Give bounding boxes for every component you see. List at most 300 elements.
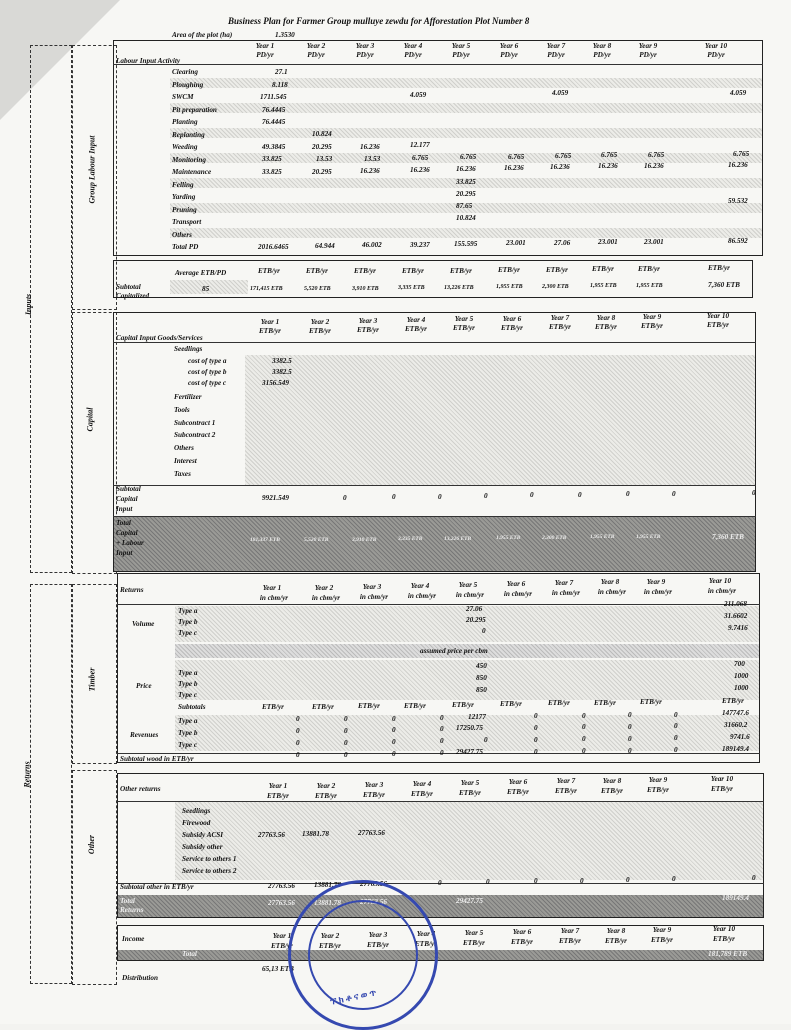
cell-value: 0 bbox=[534, 736, 538, 744]
cell-value: 0 bbox=[440, 725, 444, 733]
cell-value: 16.236 bbox=[550, 163, 570, 171]
row-label: Type c bbox=[178, 741, 198, 749]
cell-value: 181,789 ETB bbox=[708, 950, 748, 958]
distribution-label: Distribution bbox=[122, 974, 158, 982]
cell-value: 9.7416 bbox=[728, 624, 748, 632]
cell-value: 12177 bbox=[468, 713, 486, 721]
cell-value: 27.06 bbox=[554, 239, 571, 247]
other-group-box bbox=[72, 770, 117, 985]
unit-label: ETB/yr bbox=[309, 327, 331, 335]
area-label: Area of the plot (ha) bbox=[172, 31, 233, 39]
unit-label: in cbm/yr bbox=[643, 588, 673, 596]
subtotals-label: Subtotals bbox=[178, 703, 206, 711]
row-label: Subcontract 2 bbox=[174, 431, 216, 439]
unit-label: ETB/yr bbox=[271, 942, 293, 950]
unit-label: ETB/yr bbox=[306, 267, 328, 275]
cell-value: 16.236 bbox=[598, 162, 618, 170]
cell-value: 6.765 bbox=[555, 152, 572, 160]
unit-label: ETB/yr bbox=[640, 698, 662, 706]
year-header: Year 3 bbox=[362, 583, 382, 591]
year-header: Year 10 bbox=[708, 577, 732, 585]
cell-value: 0 bbox=[628, 711, 632, 719]
row-label: Subsidy other bbox=[182, 843, 223, 851]
year-header: Year 9 bbox=[652, 926, 672, 934]
cell-value: 6.765 bbox=[460, 153, 477, 161]
year-header: Year 10 bbox=[710, 775, 734, 783]
year-header: Year 2 bbox=[306, 42, 326, 50]
unit-label: ETB/yr bbox=[262, 703, 284, 711]
cell-value: 64.944 bbox=[315, 242, 335, 250]
cell-value: 46.002 bbox=[362, 241, 382, 249]
year-header: Year 6 bbox=[508, 778, 528, 786]
cell-value: 0 bbox=[392, 493, 396, 501]
cell-value: 1000 bbox=[734, 672, 749, 680]
cell-value: 0 bbox=[344, 727, 348, 735]
cell-value: 0 bbox=[296, 739, 300, 747]
subtotal-label: Input bbox=[116, 505, 133, 513]
year-header: Year 3 bbox=[368, 931, 388, 939]
year-header: Year 6 bbox=[499, 42, 519, 50]
revenues-label: Revenues bbox=[130, 731, 159, 739]
cell-value: 33.825 bbox=[262, 155, 282, 163]
year-header: Year 7 bbox=[560, 927, 580, 935]
cell-value: 211.068 bbox=[724, 600, 747, 608]
subtotal-label: Subtotal bbox=[116, 485, 141, 493]
cell-value: 0 bbox=[296, 751, 300, 759]
year-header: Year 8 bbox=[600, 578, 620, 586]
cell-value: 20.295 bbox=[312, 168, 332, 176]
cell-value: 20.295 bbox=[456, 190, 476, 198]
year-header: Year 7 bbox=[554, 579, 574, 587]
cell-value: 0 bbox=[582, 735, 586, 743]
cell-value: 450 bbox=[476, 662, 487, 670]
year-header: Year 4 bbox=[412, 780, 432, 788]
cell-value: 1,955 ETB bbox=[496, 284, 523, 290]
unit-label: PD/yr bbox=[356, 51, 374, 59]
cell-value: 2016.6465 bbox=[258, 243, 289, 251]
cell-value: 0 bbox=[752, 874, 756, 882]
cell-value: 0 bbox=[392, 750, 396, 758]
cell-value: 16.236 bbox=[728, 161, 748, 169]
cell-value: 87.65 bbox=[456, 202, 473, 210]
cell-value: 0 bbox=[580, 877, 584, 885]
cell-value: 0 bbox=[484, 492, 488, 500]
income-header: Income bbox=[122, 935, 145, 943]
cell-value: 0 bbox=[296, 715, 300, 723]
cell-value: 700 bbox=[734, 660, 745, 668]
cell-value: 0 bbox=[392, 715, 396, 723]
row-label: Service to others 2 bbox=[182, 867, 237, 875]
stamp-text: ፕ ክ ቶ ና ወ ጥ bbox=[329, 987, 378, 1007]
unit-label: ETB/yr bbox=[592, 265, 614, 273]
cell-value: 4.059 bbox=[552, 89, 569, 97]
unit-label: ETB/yr bbox=[258, 267, 280, 275]
unit-label: ETB/yr bbox=[363, 791, 385, 799]
cell-value: 0 bbox=[440, 749, 444, 757]
unit-label: ETB/yr bbox=[549, 323, 571, 331]
total-capital-band bbox=[114, 517, 755, 571]
cell-value: 0 bbox=[752, 489, 756, 497]
row-label: Felling bbox=[172, 181, 194, 189]
row-label: SWCM bbox=[172, 93, 194, 101]
cell-value: 0 bbox=[582, 712, 586, 720]
cell-value: 0 bbox=[628, 747, 632, 755]
cell-value: 27763.56 bbox=[360, 880, 387, 888]
cell-value: 0 bbox=[674, 746, 678, 754]
row-label: Clearing bbox=[172, 68, 198, 76]
row-label: Seedlings bbox=[182, 807, 211, 815]
unit-label: PD/yr bbox=[452, 51, 470, 59]
cell-value: 5,520 ETB bbox=[304, 537, 329, 543]
unit-label: PD/yr bbox=[547, 51, 565, 59]
avg-label: Average ETB/PD bbox=[175, 269, 227, 277]
year-header: Year 1 bbox=[268, 782, 288, 790]
cell-value: 16.236 bbox=[644, 162, 664, 170]
cell-value: 7,360 ETB bbox=[708, 281, 740, 289]
row-label: Fertilizer bbox=[174, 393, 202, 401]
total-returns-band bbox=[118, 895, 763, 917]
cell-value: 6.765 bbox=[733, 150, 750, 158]
year-header: Year 10 bbox=[704, 42, 728, 50]
row-label: Subcontract 1 bbox=[174, 419, 216, 427]
capital-group-box bbox=[72, 312, 117, 574]
cell-value: 23.001 bbox=[506, 239, 526, 247]
row-label: Replanting bbox=[172, 131, 205, 139]
cell-value: 0 bbox=[530, 491, 534, 499]
unit-label: ETB/yr bbox=[259, 327, 281, 335]
row-label: Firewood bbox=[182, 819, 211, 827]
unit-label: PD/yr bbox=[707, 51, 725, 59]
cell-value: 0 bbox=[484, 736, 488, 744]
cell-value: 13881.78 bbox=[314, 899, 341, 907]
returns-header: Returns bbox=[120, 586, 144, 594]
row-label: Monitoring bbox=[172, 156, 206, 164]
cell-value: 39.237 bbox=[410, 241, 430, 249]
cell-value: 31660.2 bbox=[724, 721, 748, 729]
cell-value: 0 bbox=[440, 714, 444, 722]
returns-side-label: Returns bbox=[22, 761, 32, 788]
cell-value: 27.06 bbox=[466, 605, 483, 613]
row-label: Transport bbox=[172, 218, 202, 226]
unit-label: ETB/yr bbox=[357, 326, 379, 334]
cell-value: 27763.56 bbox=[360, 898, 387, 906]
row-label: Type c bbox=[178, 629, 198, 637]
row-label: Interest bbox=[174, 457, 197, 465]
unit-label: ETB/yr bbox=[319, 942, 341, 950]
cell-value: 1711.545 bbox=[260, 93, 287, 101]
cell-value: 8.118 bbox=[272, 81, 288, 89]
total-label: Capital bbox=[116, 529, 138, 537]
cell-value: 4.059 bbox=[730, 89, 747, 97]
total-returns-label: Returns bbox=[120, 906, 144, 914]
row-label: Tools bbox=[174, 406, 190, 414]
unit-label: ETB/yr bbox=[315, 792, 337, 800]
cell-value: 0 bbox=[438, 493, 442, 501]
unit-label: in cbm/yr bbox=[359, 593, 389, 601]
cell-value: 850 bbox=[476, 674, 487, 682]
unit-label: ETB/yr bbox=[411, 790, 433, 798]
cell-value: 0 bbox=[674, 734, 678, 742]
cell-value: 3382.5 bbox=[272, 357, 292, 365]
unit-label: ETB/yr bbox=[638, 265, 660, 273]
cell-value: 16.236 bbox=[456, 165, 476, 173]
year-header: Year 9 bbox=[638, 42, 658, 50]
cell-value: 23.001 bbox=[644, 238, 664, 246]
unit-label: ETB/yr bbox=[415, 940, 437, 948]
unit-label: ETB/yr bbox=[507, 788, 529, 796]
cell-value: 189149.4 bbox=[722, 745, 749, 753]
row-label: Total PD bbox=[172, 243, 199, 251]
row-label: Pit preparation bbox=[172, 106, 217, 114]
unit-label: ETB/yr bbox=[511, 938, 533, 946]
unit-label: in cbm/yr bbox=[455, 591, 485, 599]
unit-label: PD/yr bbox=[307, 51, 325, 59]
unit-label: ETB/yr bbox=[641, 322, 663, 330]
cell-value: 0 bbox=[674, 711, 678, 719]
cell-value: 0 bbox=[628, 723, 632, 731]
year-header: Year 4 bbox=[416, 930, 436, 938]
cell-value: 6.765 bbox=[412, 154, 429, 162]
unit-label: ETB/yr bbox=[358, 702, 380, 710]
cell-value: 13.53 bbox=[364, 155, 381, 163]
unit-label: ETB/yr bbox=[651, 936, 673, 944]
year-header: Year 4 bbox=[406, 316, 426, 324]
row-label: Taxes bbox=[174, 470, 191, 478]
total-label: Input bbox=[116, 549, 133, 557]
cell-value: 850 bbox=[476, 686, 487, 694]
price-label: Price bbox=[136, 682, 152, 690]
row-label: Type b bbox=[178, 618, 198, 626]
cell-value: 0 bbox=[626, 490, 630, 498]
cell-value: 13881.78 bbox=[302, 830, 329, 838]
total-returns-label: Total bbox=[120, 897, 135, 905]
cell-value: 3156.549 bbox=[262, 379, 289, 387]
unit-label: ETB/yr bbox=[405, 325, 427, 333]
year-header: Year 10 bbox=[706, 312, 730, 320]
cell-value: 0 bbox=[392, 738, 396, 746]
unit-label: ETB/yr bbox=[450, 267, 472, 275]
year-header: Year 5 bbox=[458, 581, 478, 589]
unit-label: PD/yr bbox=[256, 51, 274, 59]
unit-label: ETB/yr bbox=[354, 267, 376, 275]
cell-value: 76.4445 bbox=[262, 118, 286, 126]
unit-label: ETB/yr bbox=[647, 786, 669, 794]
row-label: Pruning bbox=[172, 206, 197, 214]
unit-label: in cbm/yr bbox=[597, 588, 627, 596]
cell-value: 0 bbox=[672, 490, 676, 498]
cell-value: 10.824 bbox=[456, 214, 476, 222]
cell-value: 0 bbox=[534, 748, 538, 756]
cell-value: 6.765 bbox=[648, 151, 665, 159]
cell-value: 27763.56 bbox=[268, 882, 295, 890]
unit-label: ETB/yr bbox=[559, 937, 581, 945]
unit-label: ETB/yr bbox=[367, 941, 389, 949]
assumed-price-note: assumed price per cbm bbox=[420, 647, 488, 655]
cell-value: 13881.78 bbox=[314, 881, 341, 889]
year-header: Year 5 bbox=[451, 42, 471, 50]
year-header: Year 7 bbox=[550, 314, 570, 322]
income-total-band bbox=[118, 950, 763, 960]
cell-value: 23.001 bbox=[598, 238, 618, 246]
year-header: Year 1 bbox=[262, 584, 282, 592]
year-header: Year 6 bbox=[506, 580, 526, 588]
year-header: Year 7 bbox=[556, 777, 576, 785]
cell-value: 29427.75 bbox=[456, 897, 483, 905]
unit-label: ETB/yr bbox=[601, 787, 623, 795]
unit-label: ETB/yr bbox=[463, 939, 485, 947]
year-header: Year 2 bbox=[320, 932, 340, 940]
cell-value: 9921.549 bbox=[262, 494, 289, 502]
cell-value: 155.595 bbox=[454, 240, 478, 248]
cell-value: 0 bbox=[628, 735, 632, 743]
unit-label: PD/yr bbox=[500, 51, 518, 59]
year-header: Year 1 bbox=[260, 318, 280, 326]
row-label: Type b bbox=[178, 680, 198, 688]
year-header: Year 6 bbox=[512, 928, 532, 936]
cell-value: 2,300 ETB bbox=[542, 284, 569, 290]
cell-value: 31.6602 bbox=[724, 612, 748, 620]
cell-value: 0 bbox=[296, 727, 300, 735]
cell-value: 181,337 ETB bbox=[250, 537, 280, 543]
unit-label: ETB/yr bbox=[711, 785, 733, 793]
cell-value: 6.765 bbox=[508, 153, 525, 161]
cell-value: 49.3845 bbox=[262, 143, 286, 151]
cell-value: 13.53 bbox=[316, 155, 333, 163]
year-header: Year 9 bbox=[648, 776, 668, 784]
cell-value: 3,910 ETB bbox=[352, 286, 379, 292]
cell-value: 6.765 bbox=[601, 151, 618, 159]
capital-header: Capital Input Goods/Services bbox=[116, 334, 203, 342]
cell-value: 27763.56 bbox=[268, 899, 295, 907]
year-header: Year 1 bbox=[272, 932, 292, 940]
page-title: Business Plan for Farmer Group mulluye zewdu for Afforestation Plot Number 8 bbox=[228, 16, 530, 26]
unit-label: in cbm/yr bbox=[503, 590, 533, 598]
row-label: cost of type a bbox=[188, 357, 227, 365]
row-label: Others bbox=[172, 231, 192, 239]
subtotal-wood-label: Subtotal wood in ETB/yr bbox=[120, 755, 194, 763]
row-label: Subsidy ACSI bbox=[182, 831, 224, 839]
row-label: Ploughing bbox=[172, 81, 204, 89]
cell-value: 0 bbox=[582, 747, 586, 755]
subtotal-label: Capital bbox=[116, 495, 138, 503]
cell-value: 29427.75 bbox=[456, 748, 483, 756]
returns-outer-box bbox=[30, 584, 72, 984]
unit-label: ETB/yr bbox=[267, 792, 289, 800]
subtotal-label: Subtotal bbox=[116, 283, 141, 291]
row-label: Weeding bbox=[172, 143, 198, 151]
group-labour-label: Group Labour Input bbox=[87, 135, 97, 204]
cell-value: 59.532 bbox=[728, 197, 748, 205]
row-label: Maintenance bbox=[172, 168, 212, 176]
unit-label: ETB/yr bbox=[722, 697, 744, 705]
unit-label: ETB/yr bbox=[548, 699, 570, 707]
unit-label: ETB/yr bbox=[500, 700, 522, 708]
capital-label: Capital bbox=[85, 407, 95, 432]
cell-value: 20.295 bbox=[466, 616, 486, 624]
unit-label: in cbm/yr bbox=[407, 592, 437, 600]
cell-value: 27763.56 bbox=[258, 831, 285, 839]
year-header: Year 3 bbox=[358, 317, 378, 325]
cell-value: 0 bbox=[672, 875, 676, 883]
cell-value: 0 bbox=[582, 723, 586, 731]
cell-value: 16.236 bbox=[360, 167, 380, 175]
cell-value: 0 bbox=[438, 879, 442, 887]
row-label: Seedlings bbox=[174, 345, 203, 353]
volume-label: Volume bbox=[132, 620, 155, 628]
cell-value: 171,415 ETB bbox=[250, 286, 283, 292]
cell-value: 0 bbox=[486, 878, 490, 886]
year-header: Year 10 bbox=[712, 925, 736, 933]
timber-label: Timber bbox=[87, 667, 97, 692]
year-header: Year 3 bbox=[364, 781, 384, 789]
cell-value: 2,300 ETB bbox=[542, 535, 567, 541]
unit-label: ETB/yr bbox=[501, 324, 523, 332]
cell-value: 9741.6 bbox=[730, 733, 750, 741]
cell-value: 0 bbox=[626, 876, 630, 884]
subtotal-other-label: Subtotal other in ETB/yr bbox=[120, 883, 194, 891]
cell-value: 33.825 bbox=[456, 178, 476, 186]
cell-value: 1,955 ETB bbox=[636, 534, 661, 540]
cell-value: 1,955 ETB bbox=[496, 535, 521, 541]
unit-label: ETB/yr bbox=[708, 264, 730, 272]
inputs-side-label: Inputs bbox=[24, 293, 34, 316]
cell-value: 33.825 bbox=[262, 168, 282, 176]
year-header: Year 2 bbox=[316, 782, 336, 790]
year-header: Year 9 bbox=[646, 578, 666, 586]
cell-value: 147747.6 bbox=[722, 709, 749, 717]
cell-value: 13,226 ETB bbox=[444, 285, 474, 291]
area-value: 1.3530 bbox=[275, 31, 295, 39]
row-label: Others bbox=[174, 444, 194, 452]
cell-value: 0 bbox=[534, 877, 538, 885]
cell-value: 3,335 ETB bbox=[398, 536, 423, 542]
cell-value: 0 bbox=[440, 737, 444, 745]
cell-value: 0 bbox=[344, 739, 348, 747]
cell-value: 3,335 ETB bbox=[398, 285, 425, 291]
row-label: Type a bbox=[178, 669, 198, 677]
total-label: + Labour bbox=[116, 539, 144, 547]
cell-value: 0 bbox=[534, 712, 538, 720]
unit-label: PD/yr bbox=[593, 51, 611, 59]
cell-value: 12.177 bbox=[410, 141, 430, 149]
cell-value: 0 bbox=[578, 491, 582, 499]
unit-label: in cbm/yr bbox=[551, 589, 581, 597]
cell-value: 0 bbox=[343, 494, 347, 502]
cell-value: 0 bbox=[344, 751, 348, 759]
labour-header: Labour Input Activity bbox=[116, 57, 181, 65]
unit-label: in cbm/yr bbox=[311, 594, 341, 602]
year-header: Year 7 bbox=[546, 42, 566, 50]
cell-value: 4.059 bbox=[410, 91, 427, 99]
row-label: Type a bbox=[178, 717, 198, 725]
year-header: Year 1 bbox=[255, 42, 275, 50]
cell-value: 189149.4 bbox=[722, 894, 749, 902]
unit-label: ETB/yr bbox=[555, 787, 577, 795]
unit-label: ETB/yr bbox=[594, 699, 616, 707]
cell-value: 27763.56 bbox=[358, 829, 385, 837]
cell-value: 3,910 ETB bbox=[352, 537, 377, 543]
income-total-label: Total bbox=[182, 950, 197, 958]
unit-label: PD/yr bbox=[639, 51, 657, 59]
year-header: Year 4 bbox=[403, 42, 423, 50]
total-label: Total bbox=[116, 519, 131, 527]
cell-value: 3382.5 bbox=[272, 368, 292, 376]
unit-label: in cbm/yr bbox=[259, 594, 289, 602]
unit-label: PD/yr bbox=[404, 51, 422, 59]
other-returns-header: Other returns bbox=[120, 785, 161, 793]
year-header: Year 5 bbox=[460, 779, 480, 787]
unit-label: ETB/yr bbox=[546, 266, 568, 274]
